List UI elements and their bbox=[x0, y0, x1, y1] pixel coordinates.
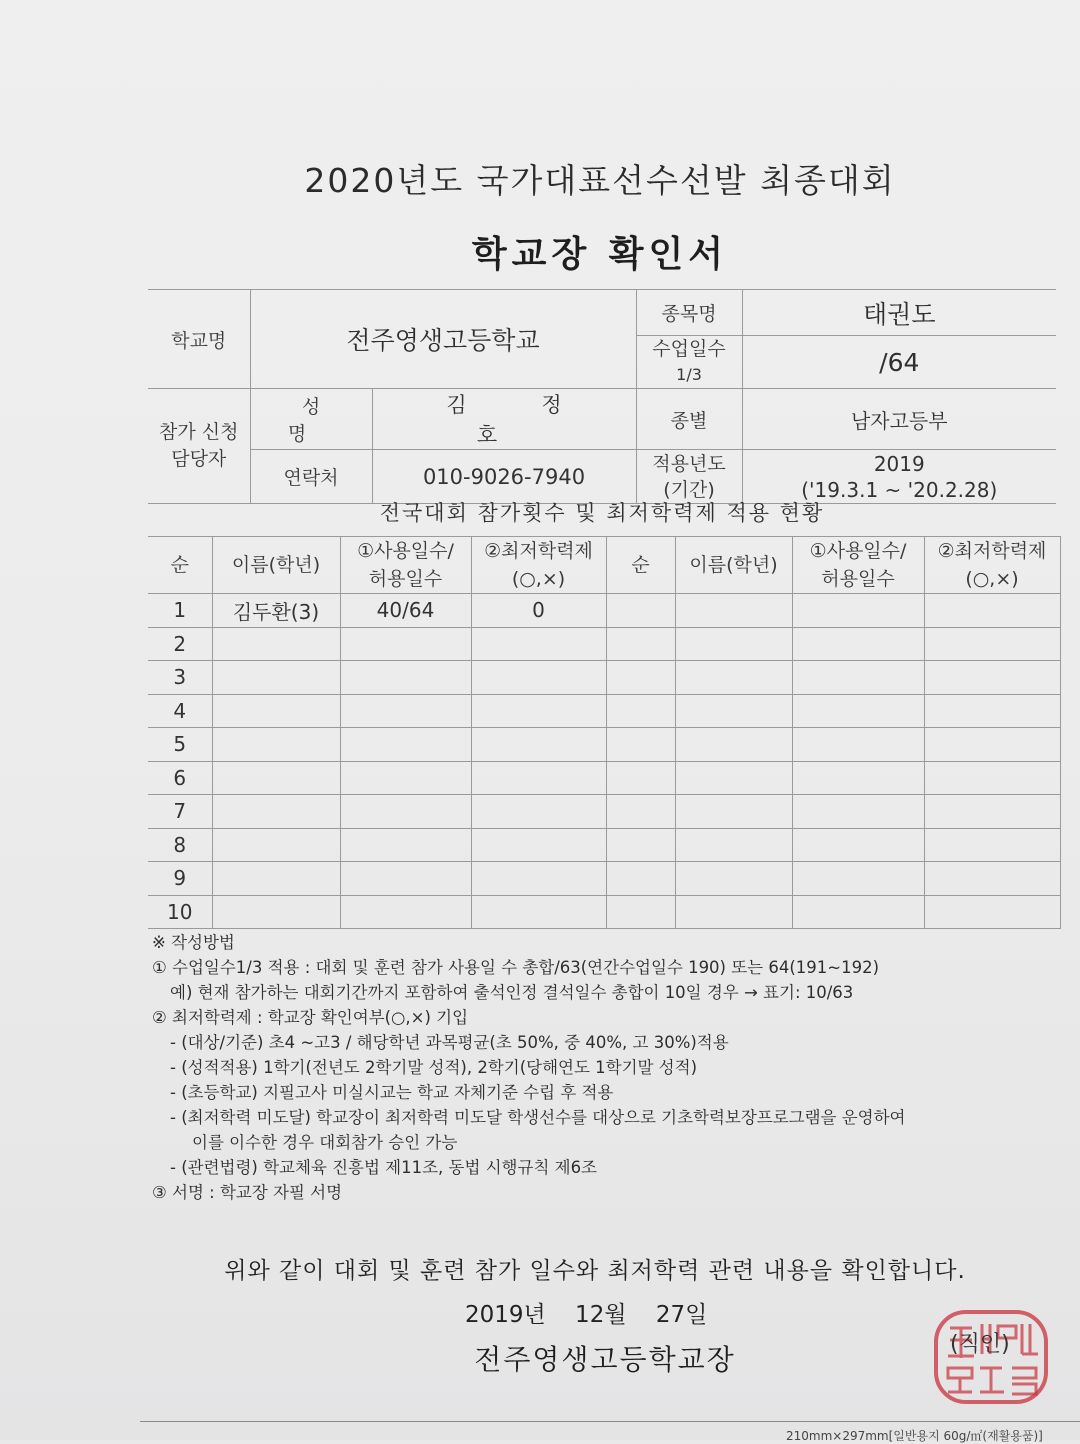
row-min-left bbox=[471, 728, 606, 762]
row-min-right bbox=[924, 828, 1060, 862]
row-min-left bbox=[471, 828, 606, 862]
row-days-left bbox=[340, 828, 471, 862]
category-value: 남자고등부 bbox=[742, 389, 1056, 450]
class-days-value: /64 bbox=[742, 336, 1056, 389]
event-label: 종목명 bbox=[636, 290, 742, 336]
row-min-right bbox=[924, 661, 1060, 695]
row-min-right bbox=[924, 895, 1060, 929]
document-subtitle: 학교장 확인서 bbox=[471, 234, 729, 275]
row-days-right bbox=[792, 895, 924, 929]
row-name-left: 김두환(3) bbox=[212, 594, 340, 628]
header-days-right-line1: ①사용일수/ bbox=[809, 540, 907, 562]
row-min-left bbox=[471, 761, 606, 795]
row-days-left bbox=[340, 728, 471, 762]
note-item2-a: - (대상/기준) 초4 ~고3 / 해당학년 과목평균(초 50%, 중 40%, 고 30%)적용 bbox=[170, 1033, 729, 1052]
contact-label: 연락처 bbox=[250, 450, 372, 504]
row-name-right bbox=[675, 728, 792, 762]
row-no-right bbox=[606, 728, 675, 762]
class-days-label bbox=[636, 336, 742, 389]
year-value-line1: 2019 bbox=[873, 451, 925, 476]
confirmation-statement: 위와 같이 대회 및 훈련 참가 일수와 최저학력 관련 내용을 확인합니다. bbox=[224, 1258, 966, 1284]
row-no-left: 9 bbox=[148, 862, 212, 896]
table-row bbox=[148, 761, 1060, 795]
row-days-right bbox=[792, 594, 924, 628]
header-min-right-line1: ②최저학력제 bbox=[937, 540, 1047, 562]
row-min-right bbox=[924, 694, 1060, 728]
row-name-right bbox=[675, 761, 792, 795]
row-days-left bbox=[340, 862, 471, 896]
applicant-label-line2: 담당자 bbox=[171, 448, 227, 470]
header-min-right bbox=[924, 537, 1060, 594]
row-min-right bbox=[924, 594, 1060, 628]
status-section-title: 전국대회 참가횟수 및 최저학력제 적용 현황 bbox=[148, 490, 1056, 537]
row-days-right bbox=[792, 728, 924, 762]
year-label-line1: 적용년도 bbox=[652, 452, 726, 475]
row-days-left bbox=[340, 627, 471, 661]
row-no-right bbox=[606, 895, 675, 929]
principal-name: 전주영생고등학교장 bbox=[474, 1343, 736, 1376]
header-min-left bbox=[471, 537, 606, 594]
row-days-left bbox=[340, 761, 471, 795]
row-no-right bbox=[606, 862, 675, 896]
row-name-left bbox=[212, 895, 340, 929]
row-name-left bbox=[212, 661, 340, 695]
row-min-left bbox=[471, 895, 606, 929]
header-min-left-line2: (○,×) bbox=[511, 568, 566, 590]
header-days-right-line2: 허용일수 bbox=[821, 568, 895, 590]
row-name-left bbox=[212, 761, 340, 795]
header-min-left-line1: ②최저학력제 bbox=[484, 540, 593, 562]
note-item1-line1: ① 수업일수1/3 적용 : 대회 및 훈련 참가 사용일 수 총합/63(연간수업일수 190) 또는 64(191~192) bbox=[152, 958, 880, 977]
year-value-line2: ('19.3.1 ~ '20.2.28) bbox=[801, 477, 998, 502]
class-days-label-line1: 수업일수 bbox=[652, 338, 726, 360]
confirmation-date: 2019년 12월 27일 bbox=[465, 1302, 708, 1328]
row-no-left: 8 bbox=[148, 828, 212, 862]
row-no-left: 6 bbox=[148, 761, 212, 795]
row-days-right bbox=[792, 627, 924, 661]
row-min-left bbox=[471, 627, 606, 661]
note-item2: ② 최저학력제 : 학교장 확인여부(○,×) 기입 bbox=[152, 1008, 469, 1027]
row-no-right bbox=[606, 828, 675, 862]
table-row bbox=[148, 895, 1060, 929]
row-min-left bbox=[471, 694, 606, 728]
status-table-header bbox=[148, 537, 1060, 594]
name-label-text: 성 명 bbox=[287, 396, 349, 445]
row-no-left: 5 bbox=[148, 728, 212, 762]
row-no-right bbox=[606, 694, 675, 728]
row-days-left: 40/64 bbox=[340, 594, 471, 628]
notes-heading: ※ 작성방법 bbox=[152, 933, 235, 952]
row-no-right bbox=[606, 761, 675, 795]
row-name-right bbox=[675, 895, 792, 929]
table-row bbox=[148, 661, 1060, 695]
header-no-right: 순 bbox=[606, 537, 675, 594]
row-no-right bbox=[606, 594, 675, 628]
row-min-right bbox=[924, 862, 1060, 896]
row-name-right bbox=[675, 627, 792, 661]
note-item2-b: - (성적적용) 1학기(전년도 2학기말 성적), 2학기(당해연도 1학기말 성적) bbox=[170, 1058, 698, 1077]
table-row bbox=[148, 795, 1060, 829]
row-min-left: 0 bbox=[471, 594, 606, 628]
header-name-left: 이름(학년) bbox=[212, 537, 340, 594]
table-row bbox=[148, 828, 1060, 862]
row-no-left: 2 bbox=[148, 627, 212, 661]
row-name-right bbox=[675, 661, 792, 695]
row-no-right bbox=[606, 661, 675, 695]
row-no-right bbox=[606, 795, 675, 829]
header-days-left-line1: ①사용일수/ bbox=[357, 540, 454, 562]
event-value: 태권도 bbox=[742, 290, 1056, 336]
row-name-left bbox=[212, 627, 340, 661]
class-days-label-line2: 1/3 bbox=[676, 365, 702, 384]
applicant-label-line1: 참가 신청 bbox=[159, 421, 239, 443]
row-days-left bbox=[340, 795, 471, 829]
row-min-right bbox=[924, 795, 1060, 829]
info-table bbox=[148, 289, 1056, 504]
name-value-text: 김 정 호 bbox=[446, 393, 596, 447]
row-min-left bbox=[471, 661, 606, 695]
table-row bbox=[148, 627, 1060, 661]
header-name-right: 이름(학년) bbox=[675, 537, 792, 594]
row-days-right bbox=[792, 661, 924, 695]
row-name-left bbox=[212, 795, 340, 829]
note-item1-line2: 예) 현재 참가하는 대회기간까지 포함하여 출석인정 결석일수 총합이 10일 경우 → 표기: 10/63 bbox=[170, 983, 854, 1002]
paper-spec: 210mm×297mm[일반용지 60g/㎡(재활용품)] bbox=[786, 1429, 1043, 1443]
row-no-left: 4 bbox=[148, 694, 212, 728]
row-name-right bbox=[675, 828, 792, 862]
row-min-left bbox=[471, 795, 606, 829]
row-no-left: 10 bbox=[148, 895, 212, 929]
name-label bbox=[250, 389, 372, 450]
header-days-left-line2: 허용일수 bbox=[368, 568, 443, 590]
note-item3: ③ 서명 : 학교장 자필 서명 bbox=[152, 1183, 343, 1202]
row-days-right bbox=[792, 795, 924, 829]
row-days-right bbox=[792, 828, 924, 862]
row-name-right bbox=[675, 862, 792, 896]
status-table-body bbox=[148, 594, 1060, 929]
row-days-left bbox=[340, 694, 471, 728]
school-value: 전주영생고등학교 bbox=[250, 290, 636, 389]
row-min-right bbox=[924, 761, 1060, 795]
row-min-right bbox=[924, 728, 1060, 762]
school-label: 학교명 bbox=[148, 290, 250, 389]
document-title: 2020년도 국가대표선수선발 최종대회 bbox=[304, 161, 896, 200]
category-label: 종별 bbox=[636, 389, 742, 450]
applicant-label bbox=[148, 389, 250, 504]
footer-divider bbox=[140, 1421, 1080, 1422]
year-label-line2: (기간) bbox=[663, 478, 715, 501]
row-name-right bbox=[675, 694, 792, 728]
row-no-left: 3 bbox=[148, 661, 212, 695]
table-row bbox=[148, 862, 1060, 896]
table-row bbox=[148, 694, 1060, 728]
row-days-right bbox=[792, 761, 924, 795]
row-name-right bbox=[675, 795, 792, 829]
row-no-left: 7 bbox=[148, 795, 212, 829]
header-days-right bbox=[792, 537, 924, 594]
row-name-left bbox=[212, 862, 340, 896]
row-name-right bbox=[675, 594, 792, 628]
row-name-left bbox=[212, 728, 340, 762]
row-days-right bbox=[792, 694, 924, 728]
header-min-right-line2: (○,×) bbox=[965, 568, 1019, 590]
row-no-left: 1 bbox=[148, 594, 212, 628]
note-item2-d-line2: 이를 이수한 경우 대회참가 승인 가능 bbox=[192, 1133, 458, 1152]
name-value bbox=[372, 389, 636, 450]
row-min-right bbox=[924, 627, 1060, 661]
row-days-left bbox=[340, 661, 471, 695]
row-min-left bbox=[471, 862, 606, 896]
contact-value: 010-9026-7940 bbox=[372, 450, 636, 504]
row-days-left bbox=[340, 895, 471, 929]
seal-label: (직인) bbox=[950, 1332, 1010, 1357]
row-no-right bbox=[606, 627, 675, 661]
header-no-left: 순 bbox=[148, 537, 212, 594]
instructions bbox=[152, 930, 1062, 1205]
note-item2-c: - (초등학교) 지필고사 미실시교는 학교 자체기준 수립 후 적용 bbox=[170, 1083, 614, 1102]
note-item2-d-line1: - (최저학력 미도달) 학교장이 최저학력 미도달 학생선수를 대상으로 기초학력보장프로그램을 운영하여 bbox=[170, 1108, 906, 1127]
row-name-left bbox=[212, 828, 340, 862]
row-days-right bbox=[792, 862, 924, 896]
note-item2-e: - (관련법령) 학교체육 진흥법 제11조, 동법 시행규칙 제6조 bbox=[170, 1158, 597, 1177]
table-row bbox=[148, 594, 1060, 628]
header-days-left bbox=[340, 537, 471, 594]
status-table bbox=[148, 536, 1061, 929]
row-name-left bbox=[212, 694, 340, 728]
table-row bbox=[148, 728, 1060, 762]
